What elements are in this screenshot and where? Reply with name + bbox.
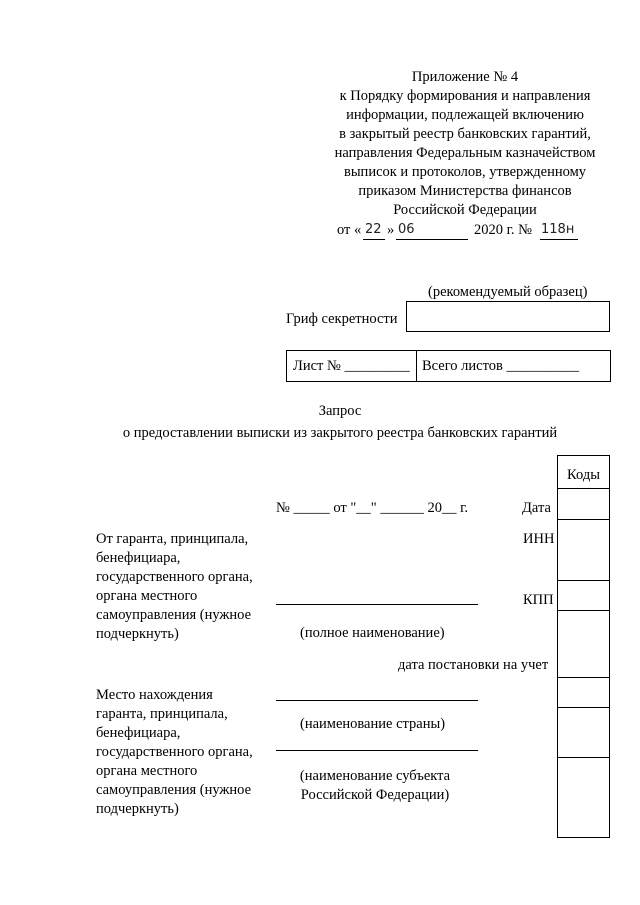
appendix-line-6: приказом Министерства финансов: [358, 183, 572, 199]
appendix-header: [300, 68, 630, 220]
appendix-line-5: выписок и протоколов, утвержденному: [343, 164, 587, 180]
sheet-number-label: Лист № _________: [293, 358, 410, 374]
secrecy-field[interactable]: [406, 301, 610, 332]
country-caption: (наименование страны): [300, 716, 446, 732]
from-line-5: самоуправления (нужное: [96, 607, 252, 623]
from-line-4: органа местного: [96, 588, 198, 604]
location-line-3: бенефициара,: [96, 725, 181, 741]
from-block: [96, 530, 276, 644]
codes-row-line-4: [558, 610, 609, 611]
location-line-4: государственного органа,: [96, 744, 253, 760]
sheet-box-divider: [416, 351, 417, 381]
date-month-value: 06: [398, 222, 415, 237]
appendix-line-7: Российской Федерации: [393, 202, 537, 218]
inn-label: ИНН: [523, 531, 555, 547]
kpp-label: КПП: [523, 592, 554, 608]
full-name-underline: [276, 604, 478, 605]
date-code-label: Дата: [522, 500, 551, 516]
request-title: Запрос: [318, 403, 362, 419]
codes-row-line-1: [558, 488, 609, 489]
appendix-title: Приложение № 4: [411, 69, 519, 85]
sample-note: (рекомендуемый образец): [428, 284, 588, 300]
subject-caption-line-1: (наименование субъекта: [299, 768, 451, 784]
codes-row-line-5: [558, 677, 609, 678]
location-line-5: органа местного: [96, 763, 198, 779]
location-line-2: гаранта, принципала,: [96, 706, 228, 722]
from-line-3: государственного органа,: [96, 569, 253, 585]
order-number-value: 118н: [541, 222, 575, 237]
codes-row-line-7: [558, 757, 609, 758]
location-line-1: Место нахождения: [96, 687, 213, 703]
appendix-line-2: информации, подлежащей включению: [346, 107, 584, 123]
appendix-line-3: в закрытый реестр банковских гарантий,: [339, 126, 591, 142]
secrecy-label: Гриф секретности: [286, 311, 398, 327]
appendix-line-1: к Порядку формирования и направления: [339, 88, 591, 104]
appendix-line-4: направления Федеральным казначейством: [334, 145, 596, 161]
codes-row-line-2: [558, 519, 609, 520]
request-subtitle: о предоставлении выписки из закрытого реестра банковских гарантий: [122, 425, 558, 441]
codes-column: [557, 455, 610, 838]
from-line-2: бенефициара,: [96, 550, 181, 566]
date-year-text: 2020 г. №: [474, 222, 533, 238]
subject-underline: [276, 750, 478, 751]
date-prefix: от «: [337, 222, 362, 238]
date-mid: »: [387, 222, 395, 238]
sheet-box: [286, 350, 611, 382]
location-line-6: самоуправления (нужное: [96, 782, 252, 798]
codes-row-line-3: [558, 580, 609, 581]
codes-row-line-6: [558, 707, 609, 708]
date-day-value: 22: [365, 222, 382, 237]
from-line-6: подчеркнуть): [96, 626, 179, 642]
codes-header: Коды: [567, 467, 600, 483]
request-number-line: № _____ от "__" ______ 20__ г.: [276, 500, 469, 516]
subject-caption: [290, 767, 460, 805]
location-block: [96, 686, 276, 819]
full-name-caption: (полное наименование): [300, 625, 445, 641]
location-line-7: подчеркнуть): [96, 801, 179, 817]
subject-caption-line-2: Российской Федерации): [300, 787, 450, 803]
total-sheets-label: Всего листов __________: [422, 358, 579, 374]
reg-date-label: дата постановки на учет: [398, 657, 549, 673]
country-underline: [276, 700, 478, 701]
from-line-1: От гаранта, принципала,: [96, 531, 249, 547]
